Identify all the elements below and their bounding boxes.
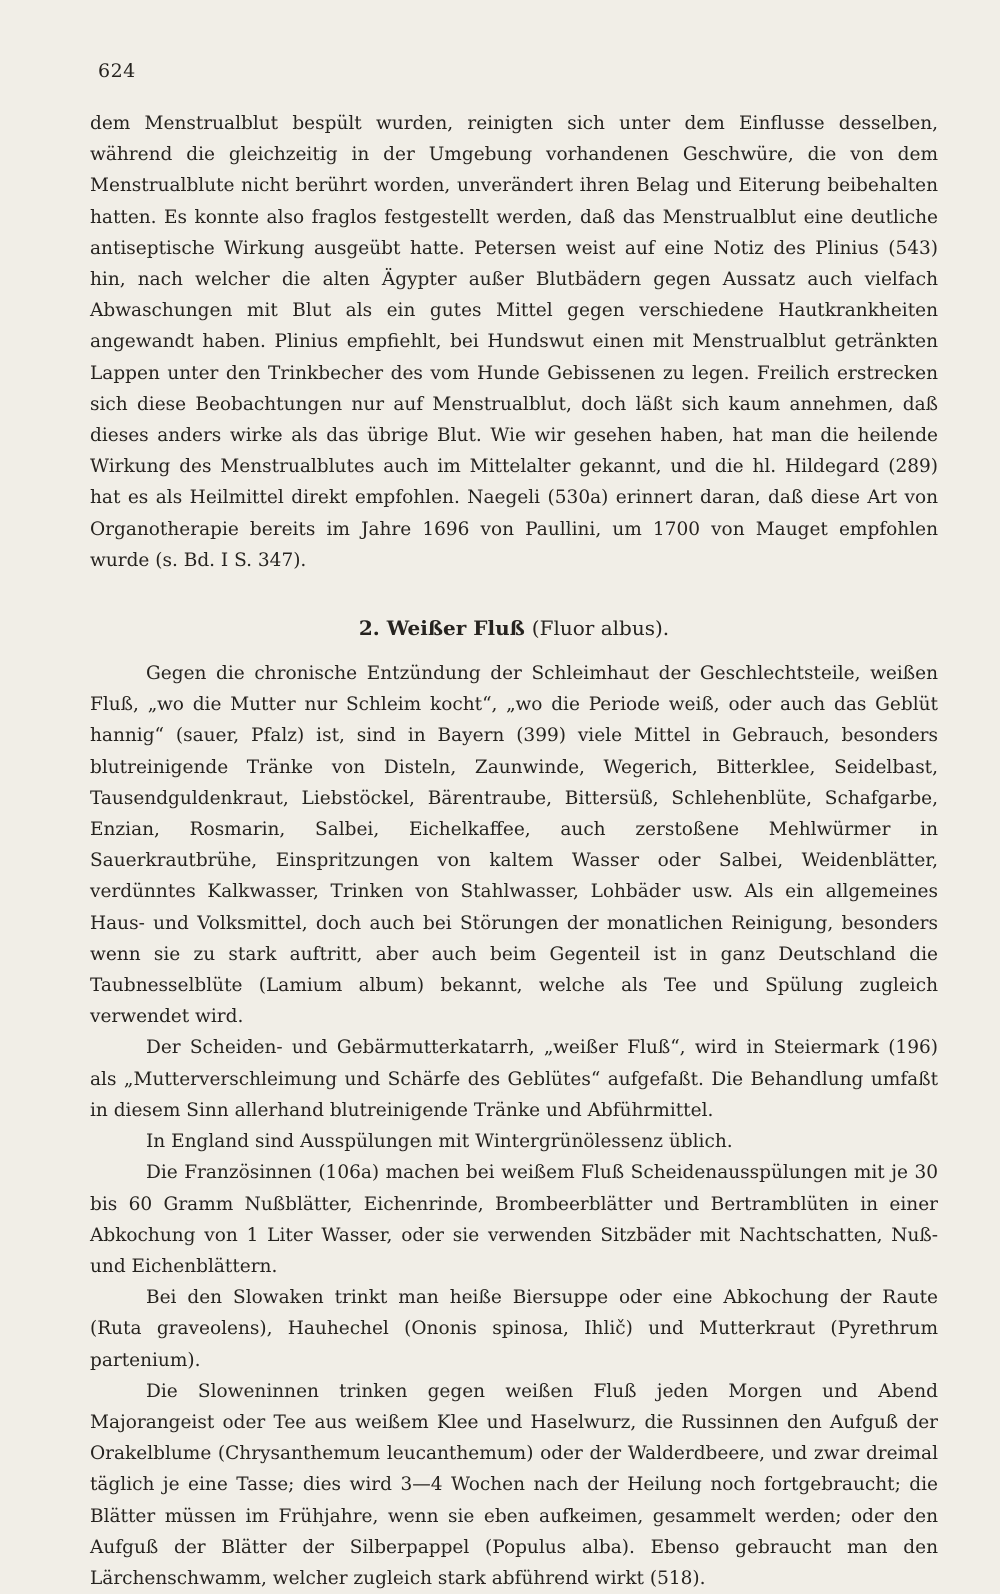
page-number: 624	[98, 60, 136, 82]
paragraph-england: In England sind Ausspülungen mit Wintergrünölessenz üblich.	[146, 1131, 733, 1153]
section-heading-title: 2. Weißer Fluß	[358, 616, 525, 641]
section-heading	[90, 614, 938, 642]
paragraph-menstrual-blood: dem Menstrualblut bespült wurden, reinigten sich unter dem Einflusse desselben, während die gleichzeitig in der Umgebung vorhandenen Geschwüre, die von dem Menstrualblute nicht berührt worden, unverändert ihren Belag und Eiterung beibehalten hatten. Es konnte also fraglos festgestellt werden, daß das Menstrualblut eine deutliche antiseptische Wirkung ausgeübt hatte. Petersen weist auf eine Notiz des Plinius (543) hin, nach welcher die alten Ägypter außer Blutbädern gegen Aussatz auch vielfach Abwaschungen mit Blut als ein gutes Mittel gegen verschiedene Hautkrankheiten angewandt haben. Plinius empfiehlt, bei Hundswut einen mit Menstrualblut getränkten Lappen unter den Trinkbecher des vom Hunde Gebissenen zu legen. Freilich erstrecken sich diese Beobachtungen nur auf Menstrualblut, doch läßt sich kaum annehmen, daß dieses anders wirke als das übrige Blut. Wie wir gesehen haben, hat man die heilende Wirkung des Menstrualblutes auch im Mittelalter gekannt, und die hl. Hildegard (289) hat es als Heilmittel direkt empfohlen. Naegeli (530a) erinnert daran, daß diese Art von Organotherapie bereits im Jahre 1696 von Paullini, um 1700 von Mauget empfohlen wurde (s. Bd. I S. 347).	[90, 113, 938, 571]
paragraph-steiermark: Der Scheiden- und Gebärmutterkatarrh, „weißer Fluß“, wird in Steiermark (196) als „Mutterverschleimung und Schärfe des Geblütes“ aufgefaßt. Die Behandlung umfaßt in diesem Sinn allerhand blutreinigende Tränke und Abführmittel.	[90, 1037, 938, 1121]
section-heading-latin: (Fluor albus).	[531, 616, 670, 641]
paragraph-france: Die Französinnen (106a) machen bei weißem Fluß Scheidenausspülungen mit je 30 bis 60 Gramm Nußblätter, Eichenrinde, Brombeerblätter und Bertramblüten in einer Abkochung von 1 Liter Wasser, oder sie verwenden Sitzbäder mit Nachtschatten, Nuß- und Eichenblättern.	[90, 1162, 938, 1277]
paragraph-slovenians: Die Sloweninnen trinken gegen weißen Fluß jeden Morgen und Abend Majorangeist oder Tee aus weißem Klee und Haselwurz, die Russinnen den Aufguß der Orakelblume (Chrysanthemum leucanthemum) oder der Walderdbeere, und zwar dreimal täglich je eine Tasse; dies wird 3—4 Wochen nach der Heilung noch fortgebraucht; die Blätter müssen im Frühjahre, wenn sie eben aufkeimen, gesammelt werden; oder den Aufguß der Blätter der Silberpappel (Populus alba). Ebenso gebraucht man den Lärchenschwamm, welcher zugleich stark abführend wirkt (518).	[90, 1380, 938, 1589]
paragraph-bavaria: Gegen die chronische Entzündung der Schleimhaut der Geschlechtsteile, weißen Fluß, „wo die Mutter nur Schleim kocht“, „wo die Periode weiß, oder auch das Geblüt hannig“ (sauer, Pfalz) ist, sind in Bayern (399) viele Mittel in Gebrauch, besonders blutreinigende Tränke von Disteln, Zaunwinde, Wegerich, Bitterklee, Seidelbast, Tausendguldenkraut, Liebstöckel, Bärentraube, Bittersüß, Schlehenblüte, Schafgarbe, Enzian, Rosmarin, Salbei, Eichelkaffee, auch zerstoßene Mehlwürmer in Sauerkrautbrühe, Einspritzungen von kaltem Wasser oder Salbei, Weidenblätter, verdünntes Kalkwasser, Trinken von Stahlwasser, Lohbäder usw. Als ein allgemeines Haus- und Volksmittel, doch auch bei Störungen der monatlichen Reinigung, besonders wenn sie zu stark auftritt, aber auch beim Gegenteil ist in ganz Deutschland die Taubnesselblüte (Lamium album) bekannt, welche als Tee und Spülung zugleich verwendet wird.	[90, 663, 938, 1028]
paragraph-slovaks: Bei den Slowaken trinkt man heiße Biersuppe oder eine Abkochung der Raute (Ruta graveolens), Hauhechel (Ononis spinosa, Ihlič) und Mutterkraut (Pyrethrum partenium).	[90, 1287, 938, 1371]
